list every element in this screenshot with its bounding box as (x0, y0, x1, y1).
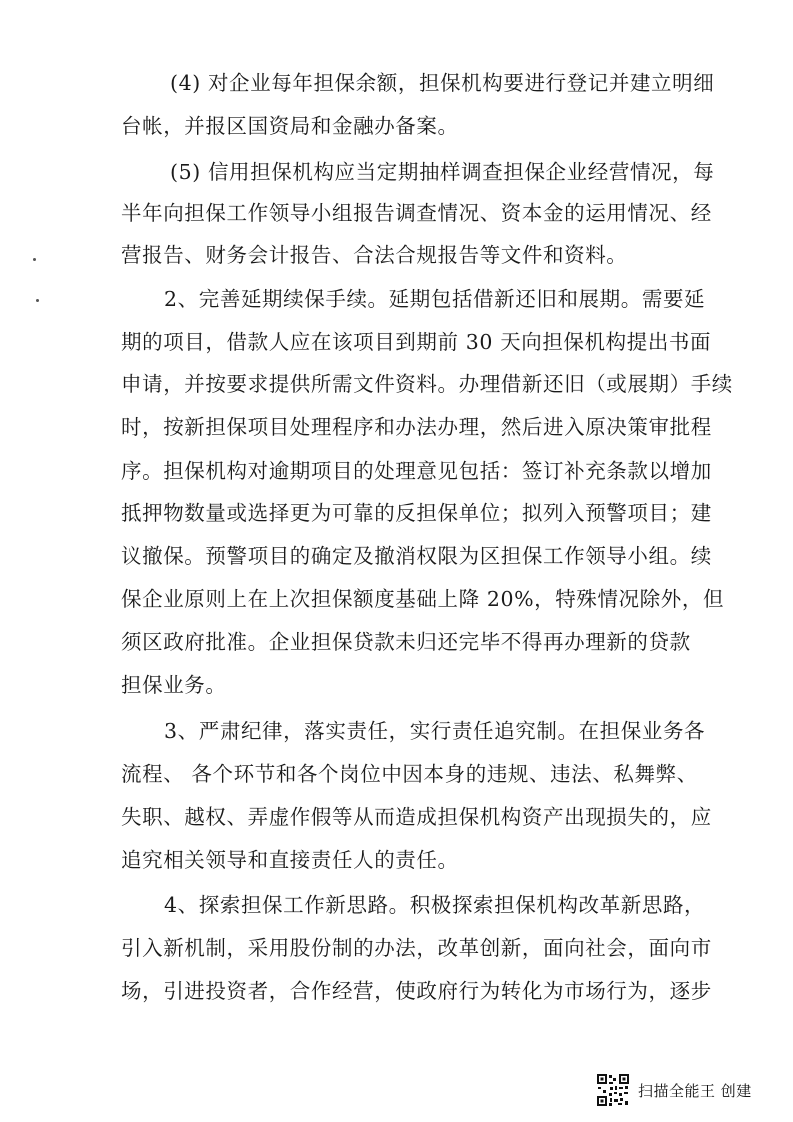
text-line: 时，按新担保项目处理程序和办法办理，然后进入原决策审批程 (121, 415, 712, 439)
text-line: 议撤保。预警项目的确定及撤消权限为区担保工作领导小组。续 (121, 544, 712, 568)
scan-speck (33, 258, 36, 261)
text-line: 申请，并按要求提供所需文件资料。办理借新还旧（或展期）手续 (121, 372, 733, 396)
watermark-label: 扫描全能王 创建 (638, 1081, 752, 1100)
text-line: 期的项目，借款人应在该项目到期前 30 天向担保机构提出书面 (121, 330, 712, 354)
text-line: 场，引进投资者，合作经营，使政府行为转化为市场行为，逐步 (121, 979, 712, 1003)
text-line: 保企业原则上在上次担保额度基础上降 20%，特殊情况除外，但 (121, 587, 725, 611)
text-line: 担保业务。 (121, 673, 227, 697)
text-line: (4) 对企业每年担保余额，担保机构要进行登记并建立明细 (170, 71, 715, 95)
text-line: 3、严肃纪律，落实责任，实行责任追究制。在担保业务各 (164, 719, 706, 743)
text-line: (5) 信用担保机构应当定期抽样调查担保企业经营情况，每 (170, 160, 715, 184)
qr-code-icon (596, 1073, 630, 1107)
text-line: 引入新机制，采用股份制的办法，改革创新，面向社会，面向市 (121, 936, 712, 960)
text-line: 追究相关领导和直接责任人的责任。 (121, 848, 459, 872)
text-line: 抵押物数量或选择更为可靠的反担保单位；拟列入预警项目；建 (121, 501, 712, 525)
text-line: 台帐，并报区国资局和金融办备案。 (121, 114, 459, 138)
text-line: 半年向担保工作领导小组报告调查情况、资本金的运用情况、经 (121, 201, 712, 225)
scanner-watermark (596, 1072, 752, 1108)
text-line: 营报告、财务会计报告、合法合规报告等文件和资料。 (121, 243, 628, 267)
text-line: 须区政府批准。企业担保贷款未归还完毕不得再办理新的贷款 (121, 630, 691, 654)
scan-speck (36, 299, 39, 302)
text-line: 2、完善延期续保手续。延期包括借新还旧和展期。需要延 (164, 287, 706, 311)
text-line: 4、探索担保工作新思路。积极探索担保机构改革新思路， (164, 893, 706, 917)
text-line: 流程、 各个环节和各个岗位中因本身的违规、违法、私舞弊、 (121, 762, 698, 786)
text-line: 失职、越权、弄虚作假等从而造成担保机构资产出现损失的，应 (121, 805, 712, 829)
text-line: 序。担保机构对逾期项目的处理意见包括：签订补充条款以增加 (121, 459, 712, 483)
